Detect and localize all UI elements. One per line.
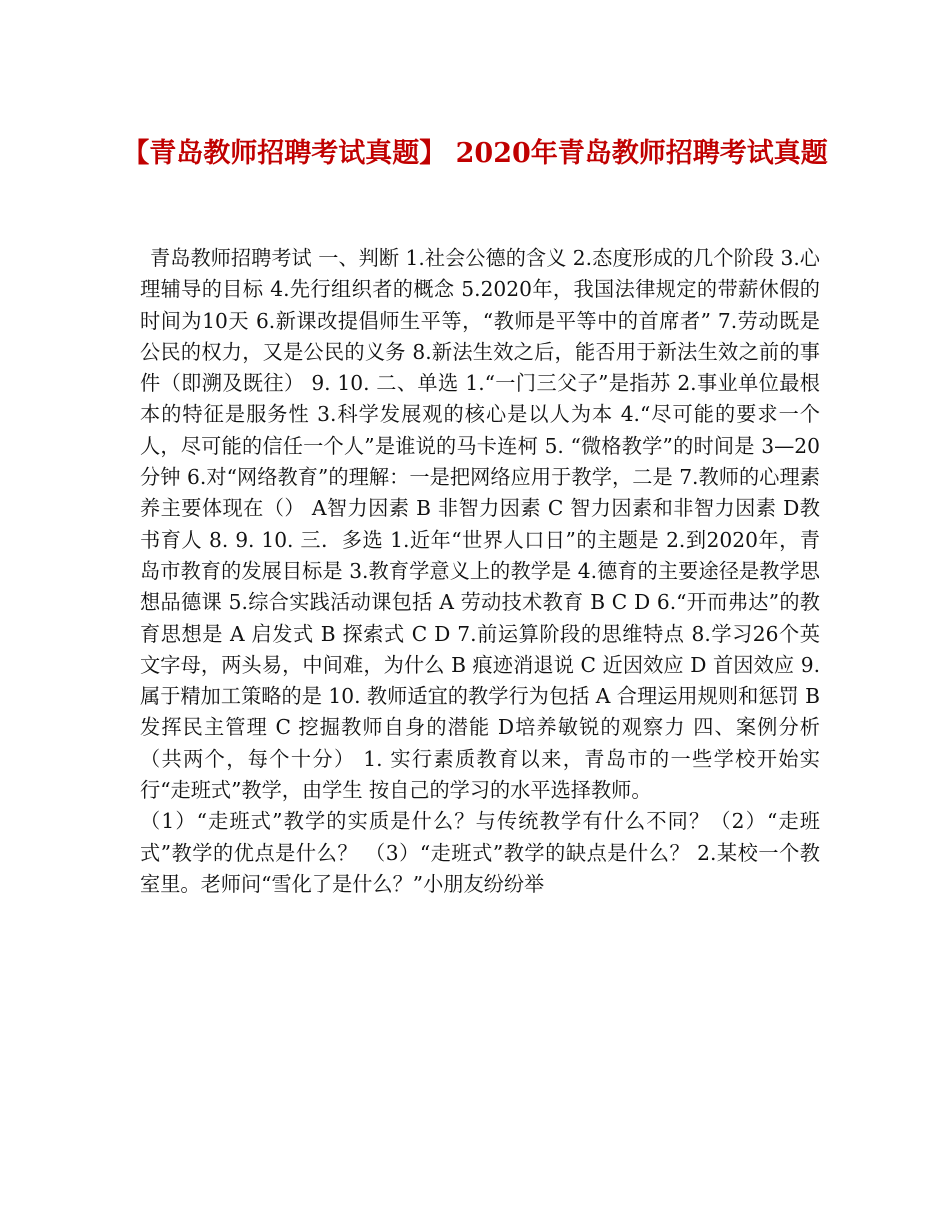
document-title: 【青岛教师招聘考试真题】 2020年青岛教师招聘考试真题 (122, 138, 828, 169)
body-paragraph (140, 243, 820, 806)
questions-paragraph: （1）“走班式”教学的实质是什么？与传统教学有什么不同？（2）“走班式”教学的优点是什么？ （3）“走班式”教学的缺点是什么？ 2.某校一个教室里。老师问“雪化了是什么？”小朋友纷纷举 (140, 809, 820, 896)
body-text: 青岛教师招聘考试 一、判断 1.社会公德的含义 2.态度形成的几个阶段 3.心理辅导的目标 4.先行组织者的概念 5.2020年，我国法律规定的带薪休假的时间为10天 6.新课改提倡师生平等，“教师是平等中的首席者” 7.劳动既是公民的权力，又是公民的义务 8.新法生效之后，能否用于新法生效之前的事件（即溯及既往） 9. 10. 二、单选 1.“一门三父子”是指苏 2.事业单位最根本的特征是服务性 3.科学发展观的核心是以人为本 4.“尽可能的要求一个人，尽可能的信任一个人”是谁说的马卡连柯 5. “微格教学”的时间是 3—20分钟 6.对“网络教育”的理解：一是把网络应用于教学，二是 7.教师的心理素养主要体现在（） A智力因素 B 非智力因素 C 智力因素和非智力因素 D教书育人 8. 9. 10. 三．多选 1.近年“世界人口日”的主题是 2.到2020年，青岛市教育的发展目标是 3.教育学意义上的教学是 4.德育的主要途径是教学思想品德课 5.综合实践活动课包括 A 劳动技术教育 B C D 6.“开而弗达”的教育思想是 A 启发式 B 探索式 C D 7.前运算阶段的思维特点 8.学习26个英文字母，两头易，中间难，为什么 B 痕迹消退说 C 近因效应 D 首因效应 9.属于精加工策略的是 10. 教师适宜的教学行为包括 A 合理运用规则和惩罚 B 发挥民主管理 C 挖掘教师自身的潜能 D培养敏锐的观察力 四、案例分析（共两个，每个十分） 1. 实行素质教育以来，青岛市的一些学校开始实行“走班式”教学，由学生 按自己的学习的水平选择教师。 (140, 246, 820, 803)
document-body (140, 243, 820, 900)
